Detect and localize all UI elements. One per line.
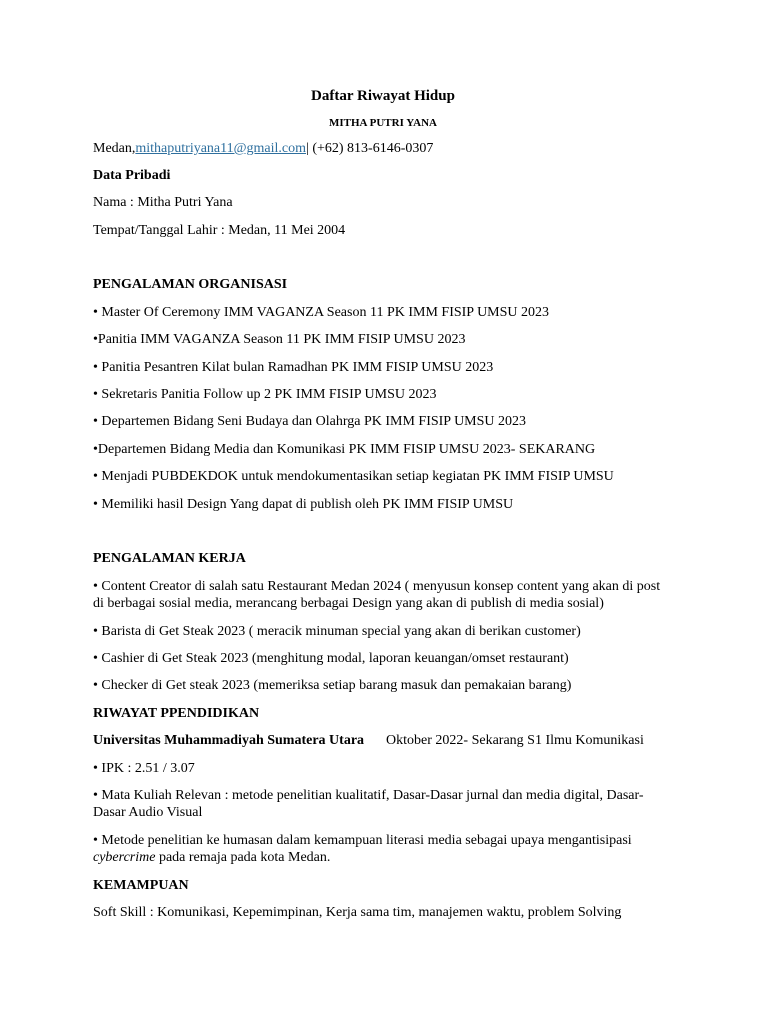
contact-phone: | (+62) 813-6146-0307	[306, 141, 434, 156]
contact-city: Medan,	[93, 141, 136, 156]
work-item: • Checker di Get steak 2023 (memeriksa setiap barang masuk dan pemakaian barang)	[93, 678, 572, 693]
email-link[interactable]: mithaputriyana11@gmail.com	[135, 141, 307, 156]
organization-item: •Departemen Bidang Media dan Komunikasi PK IMM FISIP UMSU 2023- SEKARANG	[93, 442, 596, 457]
work-item: • Barista di Get Steak 2023 ( meracik minuman special yang akan di berikan customer)	[93, 624, 581, 639]
research-text: • Metode penelitian ke humasan dalam kemampuan literasi media sebagai upaya mengantisipasi	[93, 833, 632, 848]
education-research	[93, 832, 673, 866]
work-heading: PENGALAMAN KERJA	[93, 551, 246, 566]
university-name: Universitas Muhammadiyah Sumatera Utara	[93, 733, 365, 748]
skills-heading: KEMAMPUAN	[93, 878, 189, 893]
document-title: Daftar Riwayat Hidup	[311, 88, 455, 104]
work-item: • Cashier di Get Steak 2023 (menghitung modal, laporan keuangan/omset restaurant)	[93, 651, 569, 666]
work-item: • Content Creator di salah satu Restaurant Medan 2024 ( menyusun konsep content yang akan di post di berbagai sosial media, merancang berbagai Design yang akan di publish di media sosial)	[93, 579, 661, 611]
education-heading: RIWAYAT PPENDIDIKAN	[93, 706, 260, 721]
organization-item: • Departemen Bidang Seni Budaya dan Olahrga PK IMM FISIP UMSU 2023	[93, 414, 527, 429]
education-period: Oktober 2022- Sekarang S1 Ilmu Komunikasi	[386, 733, 644, 748]
organization-heading: PENGALAMAN ORGANISASI	[93, 277, 288, 292]
contact-line	[93, 140, 433, 157]
personal-name: Nama : Mitha Putri Yana	[93, 195, 233, 210]
education-ipk: • IPK : 2.51 / 3.07	[93, 761, 195, 776]
research-text-end: pada remaja pada kota Medan.	[155, 850, 331, 865]
education-courses: • Mata Kuliah Relevan : metode penelitian kualitatif, Dasar-Dasar jurnal dan media digital, Dasar-Dasar Audio Visual	[93, 788, 644, 820]
person-name-heading: MITHA PUTRI YANA	[329, 117, 437, 129]
organization-item: • Master Of Ceremony IMM VAGANZA Season 11 PK IMM FISIP UMSU 2023	[93, 305, 550, 320]
personal-birth: Tempat/Tanggal Lahir : Medan, 11 Mei 2004	[93, 223, 346, 238]
organization-item: • Panitia Pesantren Kilat bulan Ramadhan PK IMM FISIP UMSU 2023	[93, 360, 494, 375]
research-italic-term: cybercrime	[93, 850, 156, 865]
education-entry	[93, 732, 644, 749]
organization-item: • Menjadi PUBDEKDOK untuk mendokumentasikan setiap kegiatan PK IMM FISIP UMSU	[93, 469, 614, 484]
organization-item: •Panitia IMM VAGANZA Season 11 PK IMM FISIP UMSU 2023	[93, 332, 466, 347]
organization-item: • Sekretaris Panitia Follow up 2 PK IMM FISIP UMSU 2023	[93, 387, 437, 402]
personal-data-heading: Data Pribadi	[93, 168, 171, 183]
organization-item: • Memiliki hasil Design Yang dapat di publish oleh PK IMM FISIP UMSU	[93, 497, 514, 512]
soft-skills: Soft Skill : Komunikasi, Kepemimpinan, Kerja sama tim, manajemen waktu, problem Solving	[93, 905, 622, 920]
